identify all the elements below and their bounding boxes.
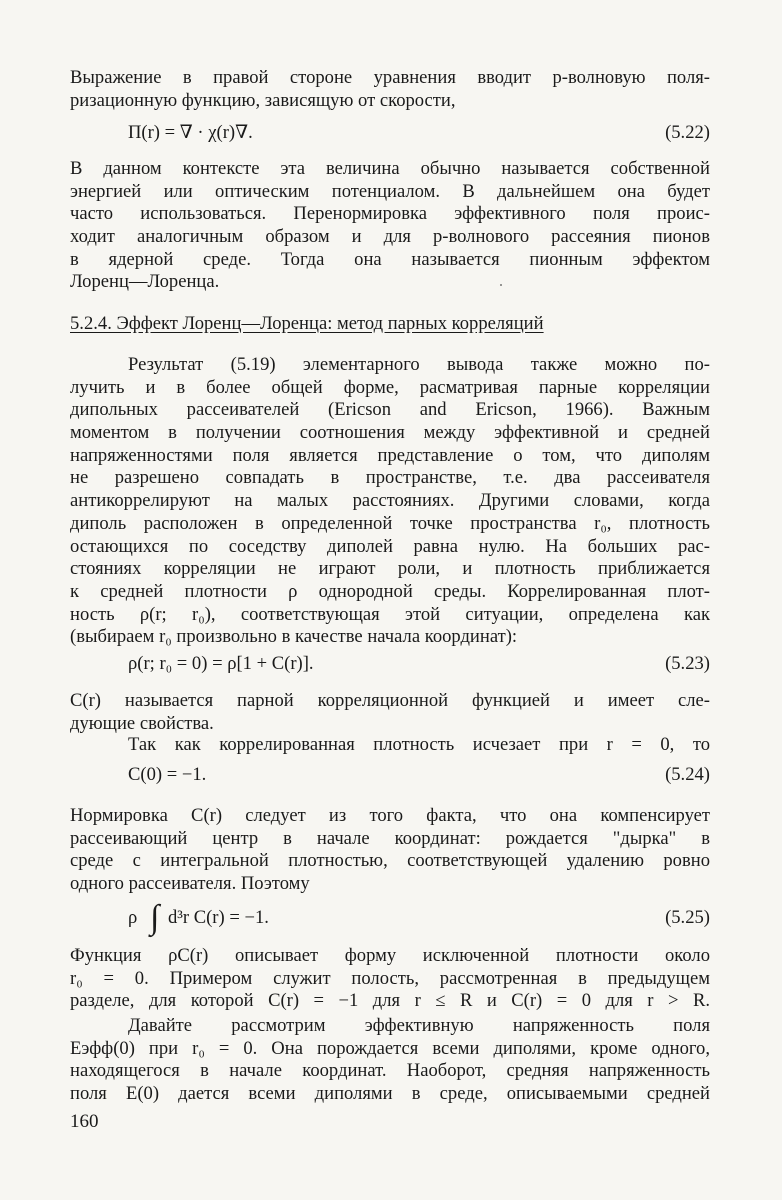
equation-number: (5.22): [665, 122, 710, 143]
text-line: Результат (5.19) элементарного вывода также можно по-: [128, 354, 710, 375]
equation-5-24: [128, 763, 710, 787]
text-line: моментом в получении соотношения между эффективной и средней: [70, 422, 710, 444]
text-line: Нормировка C(r) следует из того факта, что она компенсирует: [70, 805, 710, 826]
text-line: C(r) называется парной корреляционной функцией и имеет сле-: [70, 690, 710, 711]
text-line: ность ρ(r; r₀), соответствующая этой ситуации, определена как: [70, 603, 710, 625]
text-line: не разрешено совпадать в пространстве, т.е. два рассеивателя: [70, 467, 710, 489]
text-line: ходит аналогичным образом и для p-волнового рассеяния пионов: [70, 226, 710, 248]
text-line: (выбираем r₀ произвольно в качестве начала координат):: [70, 626, 518, 648]
equation-number: (5.24): [665, 764, 710, 785]
paragraph-excluded-density: [70, 945, 710, 1013]
text-line: рассеивающий центр в начале координат: рождается "дырка" в: [70, 827, 710, 849]
text-line: напряженностями поля является представление о том, что диполям: [70, 444, 710, 466]
text-line: энергией или оптическим потенциалом. В дальнейшем она будет: [70, 180, 710, 202]
text-line: стояниях корреляции не играют роли, и плотность приближается: [70, 558, 710, 580]
text-line: лучить и в более общей форме, расматривая парные корреляции: [70, 376, 710, 398]
page-number: 160: [70, 1111, 99, 1132]
equation-formula: C(0) = −1.: [128, 764, 207, 785]
text-line: к средней плотности ρ однородной среды. Коррелированная плот-: [70, 580, 710, 602]
equation-rho: ρ: [128, 907, 138, 928]
paragraph-self-energy: [70, 158, 710, 294]
text-line: r₀ = 0. Примером служит полость, рассмотренная в предыдущем: [70, 967, 710, 989]
paragraph-normalization: [70, 805, 710, 896]
section-heading: 5.2.4. Эффект Лоренц—Лоренца: метод парных корреляций: [70, 313, 544, 334]
paragraph-effective-field: [70, 1015, 710, 1106]
text-line: Eэфф(0) при r₀ = 0. Она порождается всеми диполями, кроме одного,: [70, 1037, 710, 1059]
text-line: Так как коррелированная плотность исчезает при r = 0, то: [128, 734, 710, 755]
text-line: разделе, для которой C(r) = −1 для r ≤ R и C(r) = 0 для r > R.: [70, 990, 710, 1012]
text-line: среде с интегральной плотностью, соответствующей удалению ровно: [70, 850, 710, 872]
text-line: диполь расположен в определенной точке пространства r₀, плотность: [70, 512, 710, 534]
text-line: ризационную функцию, зависящую от скорости,: [70, 89, 456, 111]
integral-sign: ∫: [150, 899, 160, 936]
paragraph-intro: [70, 67, 710, 112]
paragraph-pair-correlations: [70, 354, 710, 649]
equation-5-23: [128, 652, 710, 676]
text-line: В данном контексте эта величина обычно называется собственной: [70, 158, 710, 179]
equation-number: (5.25): [665, 907, 710, 928]
equation-number: (5.23): [665, 653, 710, 674]
text-line: остающихся по соседству диполей равна нулю. На больших рас-: [70, 535, 710, 557]
equation-5-22: [128, 121, 710, 145]
text-line: находящегося в начале координат. Наоборот, средняя напряженность: [70, 1060, 710, 1082]
text-line: в ядерной среде. Тогда она называется пионным эффектом: [70, 248, 710, 270]
equation-formula: ρ(r; r₀ = 0) = ρ[1 + C(r)].: [128, 653, 314, 674]
text-line: поля E(0) дается всеми диполями в среде, описываемыми средней: [70, 1083, 710, 1105]
text-line: Выражение в правой стороне уравнения вводит p-волновую поля-: [70, 67, 710, 88]
text-line: дующие свойства.: [70, 712, 214, 734]
text-line: дипольных рассеивателей (Ericson and Ericson, 1966). Важным: [70, 399, 710, 421]
text-line: Лоренц—Лоренца.: [70, 271, 220, 293]
paragraph-vanishing-density: [70, 734, 710, 757]
text-line: одного рассеивателя. Поэтому: [70, 873, 310, 895]
text-line: Давайте рассмотрим эффективную напряженность поля: [128, 1015, 710, 1036]
text-line: Функция ρC(r) описывает форму исключенной плотности около: [70, 945, 710, 966]
equation-formula: Π(r) = ∇ · χ(r)∇.: [128, 122, 253, 143]
text-line: часто использоваться. Перенормировка эффективного поля проис-: [70, 203, 710, 225]
equation-5-25: [128, 899, 710, 936]
equation-formula: d³r C(r) = −1.: [168, 907, 269, 928]
paragraph-correlation-function: [70, 690, 710, 735]
print-speck: [500, 284, 502, 286]
text-line: антикоррелируют на малых расстояниях. Другими словами, когда: [70, 490, 710, 512]
